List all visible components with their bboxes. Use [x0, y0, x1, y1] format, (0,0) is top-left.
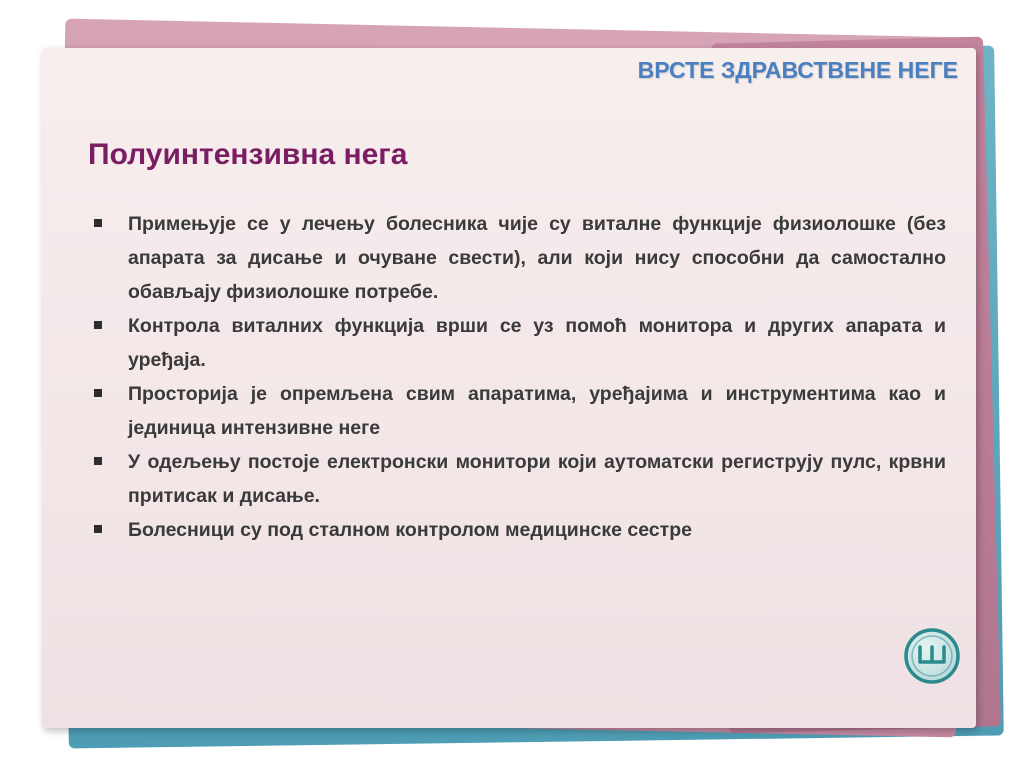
bullet-item [88, 445, 946, 513]
square-bullet-icon [94, 389, 102, 397]
slide-title: Полуинтензивна нега [88, 138, 408, 171]
bullet-text: У одељењу постоје електронски монитори који аутоматски региструју пулс, крвни притисак и дисање. [128, 451, 946, 507]
bullet-text: Контрола виталних функција врши се уз помоћ монитора и других апарата и уређаја. [128, 315, 946, 371]
bullet-item [88, 309, 946, 377]
square-bullet-icon [94, 321, 102, 329]
square-bullet-icon [94, 219, 102, 227]
bullet-text: Просторија је опремљена свим апаратима, уређајима и инструментима као и јединица интензивне неге [128, 383, 946, 439]
square-bullet-icon [94, 525, 102, 533]
bullet-text: Примењује се у лечењу болесника чије су виталне функције физиолошке (без апарата за дисање и очуване свести), али који нису способни да самостално обављају физиолошке потребе. [128, 213, 946, 303]
section-header: ВРСТЕ ЗДРАВСТВЕНЕ НЕГЕ [637, 57, 958, 83]
bullet-text: Болесници су под сталном контролом медицинске сестре [128, 519, 692, 541]
bullet-list [88, 207, 946, 547]
bullet-item [88, 207, 946, 309]
bullet-item [88, 377, 946, 445]
bullet-item [88, 513, 946, 547]
square-bullet-icon [94, 457, 102, 465]
sha-letter-logo-icon [903, 627, 961, 685]
